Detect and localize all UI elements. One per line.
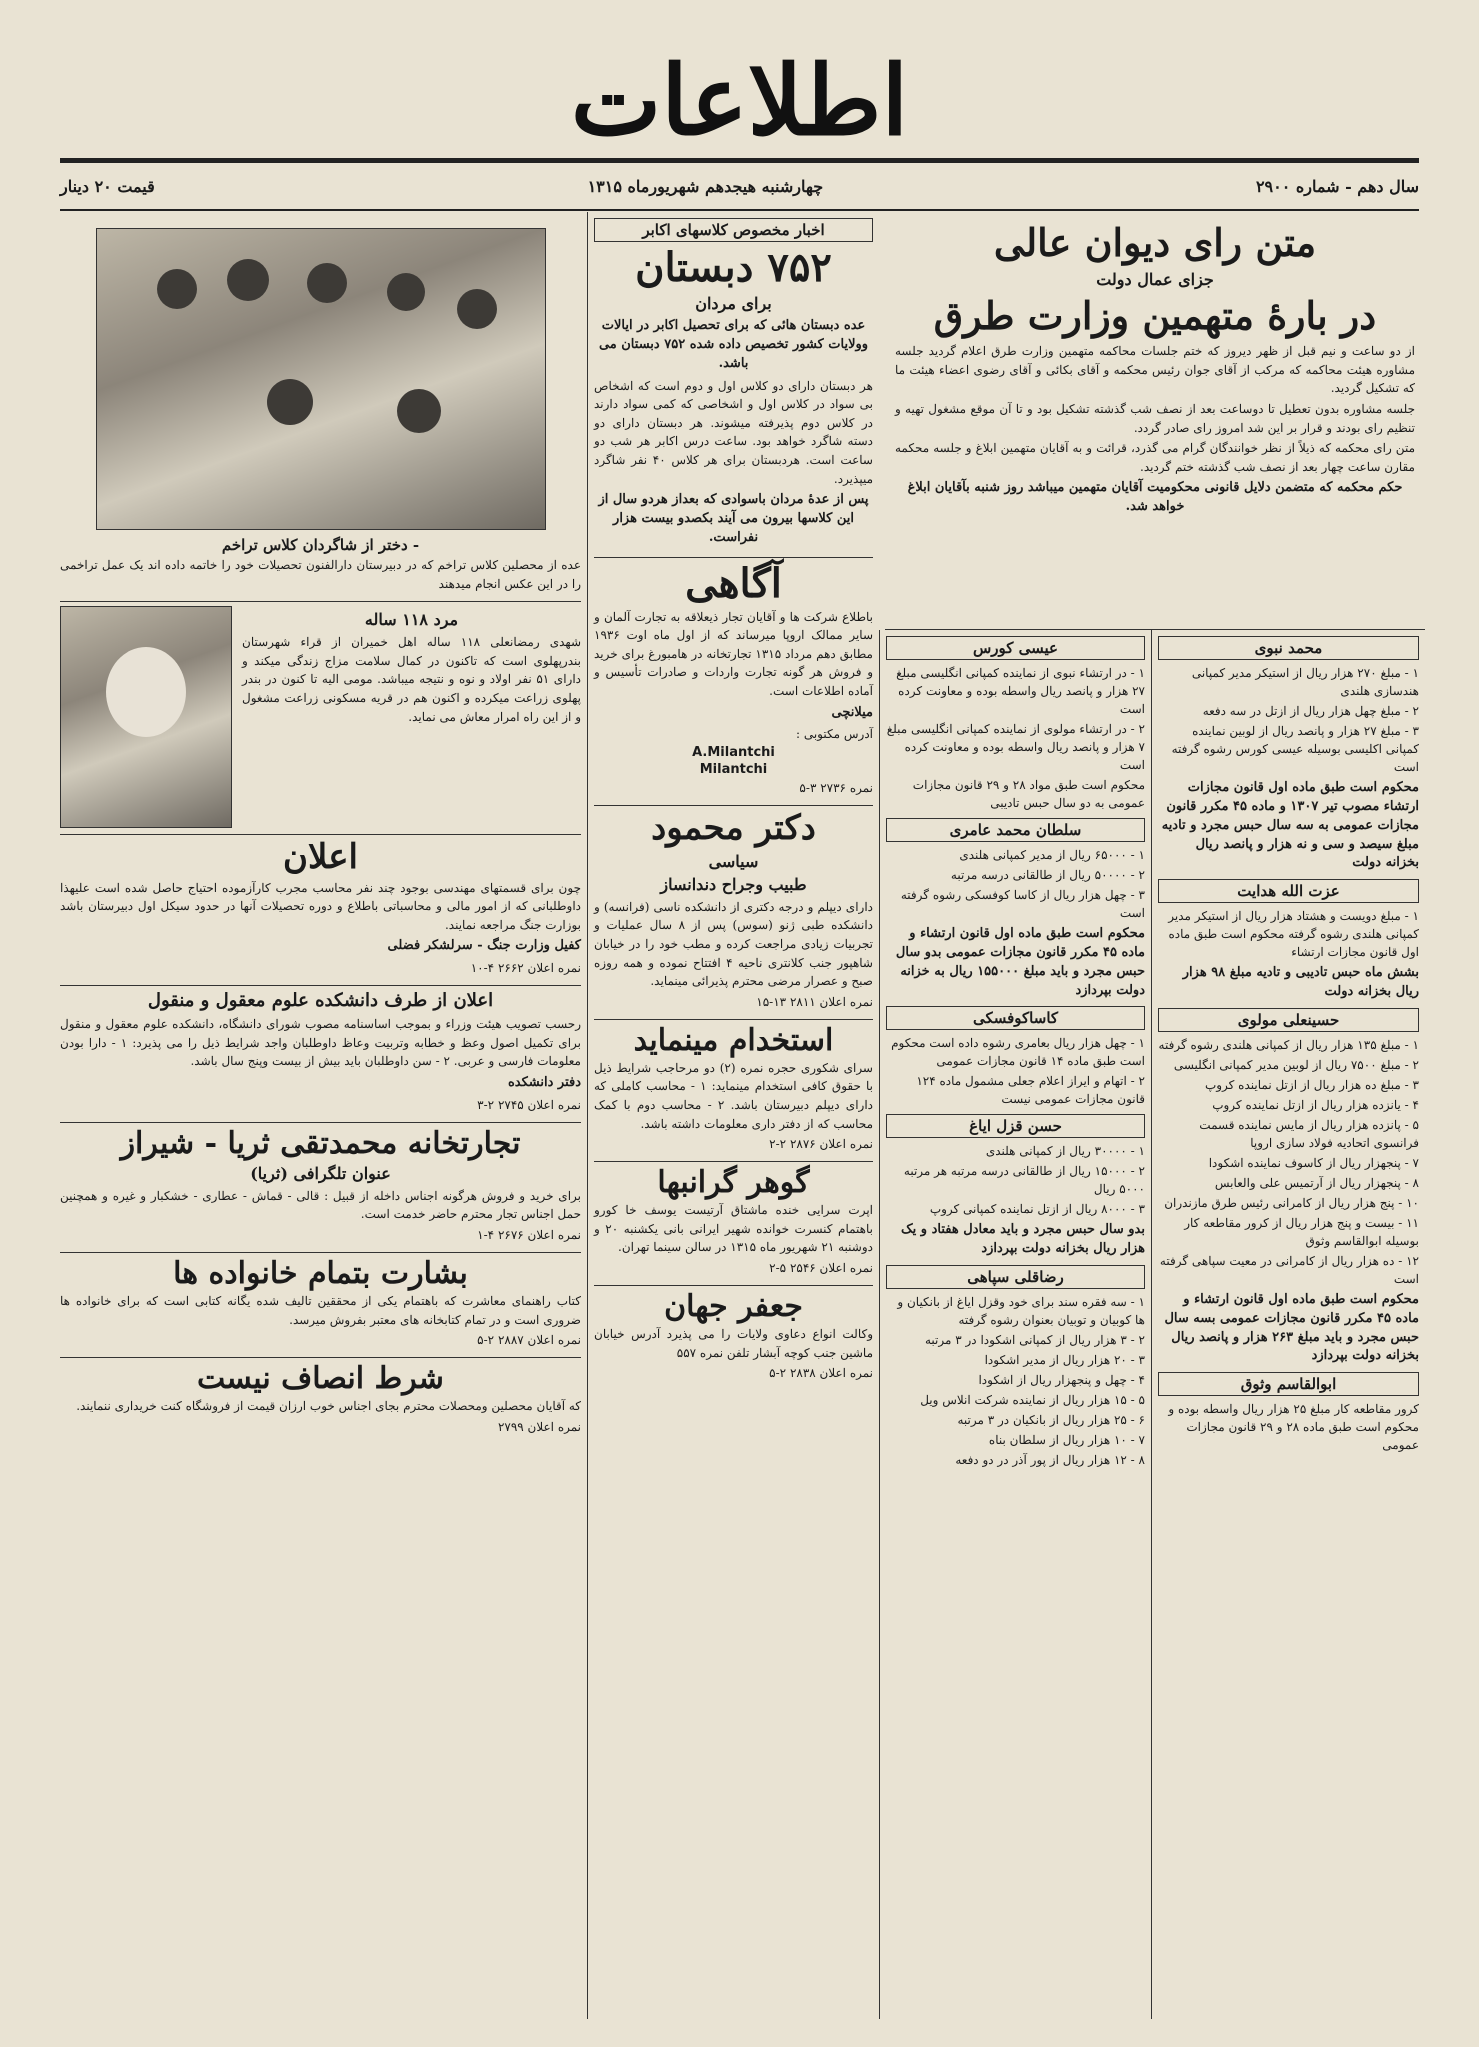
list-item: ۱۲ - ده هزار ریال از کامرانی در معیت سپاهی گرفته است xyxy=(1159,1253,1419,1286)
list-item: ۸ - ۱۲ هزار ریال از پور آذر در دو دفعه xyxy=(955,1453,1145,1468)
old-man-body: شهدی رمضانعلی ۱۱۸ ساله اهل خمیران از قراء شهرستان بندرپهلوی است که تاکنون در کمال سلامت مزاج زندگی میکند و دارای ۵۱ نفر اولاد و نوه و نتیجه میباشد. مومی الیه تا کنون در بندر پهلوی زراعت میکرده و اکنون هم در قریه مسکونی زراعت مشغول و از این راه امرار معاش می نماید. xyxy=(242,635,582,724)
ad-reference: نمره اعلان ۲۸۱۱ ۱۳-۱۵ xyxy=(756,994,873,1009)
schools-body: هر دبستان دارای دو کلاس اول و دوم است که اشخاص بی سواد در کلاس اول و اشخاصی که کمی سواد دارند در کلاس دوم پذیرفته میشوند. هر دبستان دارای دو دسته شاگرد خواهد بود. ساعت درس اکابر هر شب دو ساعت است. هردبستان برای هر کلاس ۴۰ نفر شاگرد میپذیرد. xyxy=(594,378,873,486)
column-4 xyxy=(54,212,587,2019)
elan-title: اعلان xyxy=(283,837,358,878)
photo-story xyxy=(60,228,581,602)
section-title: عیسی کورس xyxy=(886,636,1145,660)
families-ad xyxy=(60,1257,581,1358)
list-item: ۵ - پانزده هزار ریال از مایس نماینده قسمت فرانسوی اتحادیه فولاد سازی اروپا xyxy=(1199,1117,1419,1150)
list-item: ۱ - ۳۰۰۰۰ ریال از کمپانی هلندی xyxy=(985,1144,1145,1159)
ad-reference: نمره اعلان ۲۷۹۹ xyxy=(497,1419,581,1434)
families-title: بشارت بتمام خانواده ها xyxy=(173,1256,468,1292)
gems-title: گوهر گرانبها xyxy=(657,1165,810,1201)
lead-subtitle: جزای عمال دولت xyxy=(1096,269,1214,289)
lead-headline: در بارهٔ متهمین وزارت طرق xyxy=(933,292,1377,338)
dentist-ad xyxy=(594,810,873,1019)
list-item: ۷ - پنجهزار ریال از کاسوف نماینده اشکودا xyxy=(1208,1155,1419,1170)
faculty-body: رحسب تصویب هیئت وزراء و بموجب اساسنامه مصوب شورای دانشگاه، دانشکده علوم معقول و منقول برای تکمیل اصول وعظ و خطابه وتربیت وعاظ داوطلبان واجد شرایط ذیل را می پذیرد: ۱ - دارا بودن معلومات فارسی و عربی. ۲ - سن داوطلبان باید بیش از بیست وپنج سال باشد. xyxy=(60,1017,581,1069)
portrait-face xyxy=(106,647,186,737)
dentist-body: دارای دیپلم و درجه دکتری از دانشکده ناسی (فرانسه) و دانشکده طبی ژنو (سوس) پس از ۸ سال عملیات و تجربیات زیادی مراجعت کرده و مطب خود را در خیابان شاهپور جنب کلانتری ناحیه ۴ افتتاح نموده و همه روزه صبح و عصرار مرضی محترم پذیرائی مینماید. xyxy=(594,899,873,989)
gems-ad xyxy=(594,1166,873,1286)
lead-title: متن رای دیوان عالی xyxy=(993,220,1317,265)
fair-title: شرط انصاف نیست xyxy=(197,1361,444,1397)
shiraz-body: برای خرید و فروش هرگونه اجناس داخله از قبیل : قالی - قماش - عطاری - خشکبار و غیره و همچنین حمل اجناس تجار محترم حاضر خدمت است. xyxy=(60,1188,581,1222)
jafar-body: وکالت انواع دعاوی ولایات را می پذیرد آدرس خیابان ماشین جنب کوچه آبشار تلفن نمره ۵۵۷ xyxy=(594,1326,873,1360)
notice-signature: میلانچی xyxy=(831,704,873,720)
list-item: ۲ - مبلغ چهل هزار ریال از ازتل در سه دفعه xyxy=(1202,704,1419,718)
photo-figure xyxy=(307,263,347,303)
notice-address-1: A.Milantchi xyxy=(692,745,775,761)
list-item: ۸ - پنجهزار ریال از آرتمیس علی والعابس xyxy=(1214,1175,1419,1190)
faculty-notice xyxy=(60,990,581,1123)
article-grid xyxy=(54,212,1425,2019)
ad-reference: نمره اعلان ۲۸۸۷ ۲-۵ xyxy=(477,1333,581,1348)
army-notice xyxy=(60,839,581,986)
ad-reference: نمره اعلان ۲۶۶۲ ۴-۱۰ xyxy=(470,961,581,976)
kicker: اخبار مخصوص کلاسهای اکابر xyxy=(594,218,873,242)
gems-body: اپرت سرایی خنده ماشتاق آرتیست یوسف خا کورو باهتمام کنسرت خوانده شهیر ایرانی بانی یکشنبه ۲۰ و دوشنبه ۲۱ شهریور ماه ۱۳۱۵ در سالن سینما تهران. xyxy=(594,1203,873,1255)
section-title: حسینعلی مولوی xyxy=(1158,1008,1419,1032)
hiring-title: استخدام مینماید xyxy=(633,1022,834,1058)
fair-body: که آقایان محصلین ومحصلات محترم بجای اجناس خوب ارزان قیمت از فروشگاه کنت خریداری ننمایند. xyxy=(76,1399,581,1414)
section-title: عزت الله هدایت xyxy=(1158,879,1419,903)
schools-title: ۷۵۲ دبستان xyxy=(635,244,832,291)
list-item: ۳ - مبلغ ۲۷ هزار و پانصد ریال از لوبین نماینده کمپانی اکلیسی بوسیله عیسی کورس رشوه گرفته است xyxy=(1171,724,1419,774)
list-item: ۱۰ - پنج هزار ریال از کامرانی رئیس طرق مازندران xyxy=(1164,1195,1419,1210)
notice-address-2: Milantchi xyxy=(699,762,768,778)
dentist-title: دکتر محمود xyxy=(651,808,816,849)
sentence: محکوم است طبق ماده اول قانون ارتشاء و ماده ۴۵ مکرر قانون مجازات عمومی بسه سال حبس مجرد و باید مبلغ ۲۶۳ هزار و پانصد ریال بخزانه دولت بپردازد xyxy=(1164,1291,1419,1364)
photo-figure xyxy=(457,289,497,329)
list-item: ۵ - ۱۵ هزار ریال از نماینده شرکت انلاس ویل xyxy=(920,1393,1145,1408)
faculty-title: اعلان از طرف دانشکده علوم معقول و منقول xyxy=(147,990,494,1012)
column-2 xyxy=(879,630,1151,2019)
old-man-story xyxy=(60,606,581,835)
list-item: ۳ - ۲۰ هزار ریال از مدیر اشکودا xyxy=(984,1353,1145,1368)
hiring-ad xyxy=(594,1024,873,1162)
hiring-body: سرای شکوری حجره نمره (۲) دو مرحاجب شرایط ذیل با حقوق کافی استخدام مینماید: ۱ - محاسب کاملی که دارای دیپلم دبیرستان باشد. ۲ - محاسب دوم با کمک محاسب که از دفتر داری معلومات داشته باشد. xyxy=(594,1060,874,1131)
list-item: ۱۱ - بیست و پنج هزار ریال از کرور مقاطعه کار بوسیله ابوالقاسم وثوق xyxy=(1184,1215,1419,1248)
sentence: بشش ماه حبس تادیبی و تادیه مبلغ ۹۸ هزار ریال بخزانه دولت xyxy=(1182,965,1419,1000)
shiraz-telegraph: عنوان تلگرافی (ثریا) xyxy=(250,1163,391,1183)
photo-figure xyxy=(267,379,313,425)
section-title: سلطان محمد عامری xyxy=(886,818,1145,842)
list-item: ۳ - چهل هزار ریال از کاسا کوفسکی رشوه گرفته است xyxy=(900,888,1145,920)
schools-highlight: پس از عدهٔ مردان باسوادی که بعداز هردو سال از این کلاسها بیرون می آیند بکصدو بیست هزار نفراست. xyxy=(598,492,869,545)
dentist-sub-1: سیاسی xyxy=(708,851,759,871)
list-item: ۱ - در ارتشاء نبوی از نماینده کمپانی انگلیسی مبلغ ۲۷ هزار و پانصد ریال واسطه بوده و معاونت کرده است xyxy=(896,666,1145,716)
schools-article xyxy=(594,246,873,558)
fair-ad xyxy=(60,1362,581,1436)
section-title: ابوالقاسم وثوق xyxy=(1158,1372,1419,1396)
photo-figure xyxy=(397,389,441,433)
schools-deck: عده دبستان هائی که برای تحصیل اکابر در ایالات وولایات کشور تخصیص داده شده ۷۵۲ دبستان می باشد. xyxy=(598,318,869,371)
list-item: ۷ - ۱۰ هزار ریال از سلطان بناه xyxy=(988,1433,1145,1448)
ad-reference: نمره اعلان ۲۵۴۶ ۵-۲ xyxy=(769,1260,873,1275)
list-item: ۲ - ۱۵۰۰۰ ریال از طالقانی درسه مرتبه هر مرتبه ۵۰۰۰ ریال xyxy=(903,1164,1145,1197)
list-item: کرور مقاطعه کار مبلغ ۲۵ هزار ریال واسطه بوده و محکوم است طبق ماده ۲۸ و ۲۹ قانون مجازات عمومی xyxy=(1168,1402,1419,1453)
list-item: ۳ - مبلغ ده هزار ریال از ازتل نماینده کروپ xyxy=(1204,1077,1419,1092)
lead-paragraph: جلسه مشاوره بدون تعطیل تا دوساعت بعد از نصف شب گذشته تشکیل بود و تا آن موقع مشغول تهیه و تنظیم رای بودند و قرار بر این شد امروز رای صادر گردد. xyxy=(895,401,1415,435)
elan-signature: کفیل وزارت جنگ - سرلشکر فضلی xyxy=(387,938,581,954)
old-man-text xyxy=(242,606,581,828)
list-item: ۲ - ۵۰۰۰۰ ریال از طالقانی درسه مرتبه xyxy=(950,868,1145,882)
list-item: ۴ - یانزده هزار ریال از ازتل نماینده کروپ xyxy=(1212,1097,1419,1112)
ad-reference: نمره ۲۷۳۶ ۳-۵ xyxy=(799,781,873,796)
lead-paragraph: متن رای محکمه که ذیلاً از نظر خوانندگان گرام می گذرد، قرائت و به آقایان متهمین ابلاغ و جلسه محکمه مقارن ساعت چهار بعد از نصف شب گذشته ختم گردید. xyxy=(895,441,1415,474)
list-item: محکوم است طبق مواد ۲۸ و ۲۹ قانون مجازات عمومی به دو سال حبس تادیبی xyxy=(912,778,1145,810)
section-title: حسن قزل ایاغ xyxy=(886,1114,1145,1138)
notice-title: آگاهی xyxy=(685,559,782,607)
list-item: ۴ - چهل و پنجهزار ریال از اشکودا xyxy=(978,1373,1145,1388)
shiraz-title: تجارتخانه محمدتقی ثریا - شیراز xyxy=(120,1125,521,1161)
issue-date: چهارشنبه هیجدهم شهریورماه ۱۳۱۵ xyxy=(587,176,824,196)
list-item: ۳ - ۸۰۰۰ ریال از ازتل نماینده کمپانی کروپ xyxy=(929,1202,1145,1217)
list-item: ۲ - ۳ هزار ریال از کمپانی اشکودا در ۳ مرتبه xyxy=(924,1333,1145,1348)
section-title: رضاقلی سپاهی xyxy=(886,1265,1145,1289)
volume-number: سال دهم - شماره ۲۹۰۰ xyxy=(1255,176,1419,196)
ad-reference: نمره اعلان ۲۸۷۶ ۲-۲ xyxy=(769,1137,873,1152)
schools-sub: برای مردان xyxy=(695,294,772,313)
list-item: ۲ - اتهام و ایراز اعلام جعلی مشمول ماده ۱۲۴ قانون مجازات عمومی نیست xyxy=(916,1074,1145,1107)
list-item: ۲ - در ارتشاء مولوی از نماینده کمپانی انگلیسی مبلغ ۷ هزار و پانصد ریال واسطه بوده و معاونت کرده است xyxy=(886,722,1145,772)
notice-ad xyxy=(594,559,873,807)
elan-body: چون برای قسمتهای مهندسی بوجود چند نفر محاسب مجرب کارآزموده احتیاج حاصل شده است علیهذا داوطلبانی که از امور مالی و محاسباتی باطلاع و دوره تحصیلات آنها در حدود سیکل اول دبیرستان باشد بوزارت جنگ مراجعه نمایند. xyxy=(60,880,581,932)
class-photo xyxy=(96,228,546,530)
families-body: کتاب راهنمای معاشرت که باهتمام یکی از محققین تالیف شده یگانه کتابی است که برای خانواده ها ضروری است و در تمام کتابخانه های معتبر بفروش میرسد. xyxy=(60,1294,581,1327)
list-item: ۱ - چهل هزار ریال بعامری رشوه داده است محکوم است طبق ماده ۱۴ قانون مجازات عمومی xyxy=(891,1036,1145,1069)
dentist-sub-2: طبیب وجراح دندانساز xyxy=(660,874,807,894)
notice-body: باطلاع شرکت ها و آقایان تجار ذیعلاقه به تجارت آلمان و سایر ممالک اروپا میرساند که از اول ماه اوت ۱۹۳۶ مطابق دهم مرداد ۱۳۱۵ تجارتخانه در هامبورغ برای خرید و فروش هر گونه تجارت واردات و صادرات تأسیس و آماده اطلاعات است. xyxy=(594,609,873,698)
ad-reference: نمره اعلان ۲۸۳۸ ۲-۵ xyxy=(769,1366,873,1381)
shiraz-ad xyxy=(60,1127,581,1253)
sentence: بدو سال حبس مجرد و باید معادل هفتاد و یک هزار ریال بخزانه دولت بپردازد xyxy=(901,1222,1145,1257)
photo-figure xyxy=(157,269,197,309)
list-item: ۲ - مبلغ ۷۵۰۰ ریال از لوبین مدیر کمپانی انگلیسی xyxy=(1173,1057,1419,1072)
lead-article xyxy=(885,212,1425,630)
column-1 xyxy=(1151,630,1425,2019)
masthead-title: اطلاعات xyxy=(570,43,909,157)
list-item: ۱ - ۶۵۰۰۰ ریال از مدیر کمپانی هلندی xyxy=(959,848,1145,862)
jafar-ad xyxy=(594,1290,873,1382)
masthead xyxy=(50,40,1429,160)
sentence: محکوم است طبق ماده اول قانون ارتشاء و ماده ۴۵ مکرر قانون مجازات عمومی بدو سال حبس مجرد و باید مبلغ ۱۵۵۰۰۰ ریال به خزانه دولت بپردازد xyxy=(895,926,1145,998)
ad-reference: نمره اعلان ۲۷۴۵ ۲-۳ xyxy=(477,1097,581,1112)
ad-reference: نمره اعلان ۲۶۷۶ ۴-۱ xyxy=(477,1228,581,1243)
lead-verdict: حکم محکمه که متضمن دلایل قانونی محکومیت آقایان متهمین میباشد روز شنبه بآقایان ابلاغ خواهد شد. xyxy=(907,480,1403,515)
list-item: ۱ - مبلغ ۲۷۰ هزار ریال از استیکر مدیر کمپانی هندسازی هلندی xyxy=(1191,666,1419,698)
dateline-bar xyxy=(60,158,1419,211)
list-item: ۱ - مبلغ ۱۳۵ هزار ریال از کمپانی هلندی رشوه گرفته xyxy=(1158,1037,1419,1052)
section-title: کاساکوفسکی xyxy=(886,1006,1145,1030)
lead-paragraph: از دو ساعت و نیم قبل از ظهر دیروز که ختم جلسات محاکمه متهمین وزارت طرق اعلام گردید جلسه مشاوره هیئت محاکمه که مرکب از آقای جوان رئیس محکمه و آقای بکائی و آقای رضوی اعضاء هیئت ما که تشکیل گردید. xyxy=(895,344,1415,396)
faculty-signature: دفتر دانشکده xyxy=(507,1074,581,1090)
list-item: ۱ - سه فقره سند برای خود وقزل ایاغ از بانکیان و ها کوبیان و توبیان بعنوان رشوه گرفته xyxy=(897,1295,1145,1328)
section-title: محمد نبوی xyxy=(1158,636,1419,660)
jafar-title: جعفر جهان xyxy=(664,1288,803,1324)
column-3 xyxy=(587,212,879,2019)
list-item: ۱ - مبلغ دویست و هشتاد هزار ریال از استیکر مدیر کمپانی هلندی رشوه گرفته محکوم است طبق ماده اول قانون مجازات ارتشاء xyxy=(1168,909,1419,960)
photo-figure xyxy=(387,273,425,311)
old-man-portrait xyxy=(60,606,232,828)
list-item: ۶ - ۲۵ هزار ریال از بانکیان در ۳ مرتبه xyxy=(957,1413,1145,1428)
notice-address-label: آدرس مکتوبی : xyxy=(795,727,873,742)
photo-text: عده از محصلین کلاس تراخم که در دبیرستان دارالفنون تحصیلات خود را خاتمه داده اند یک عمل تراخمی را در این عکس انجام میدهند xyxy=(60,558,581,591)
photo-caption: - دختر از شاگردان کلاس تراخم xyxy=(221,536,420,554)
sentence: محکوم است طبق ماده اول قانون مجازات ارتشاء مصوب تیر ۱۳۰۷ و ماده ۴۵ مکرر قانون مجازات عمومی به سه سال حبس مجرد و تادیه مبلغ سیصد و سی و نه هزار و پانصد ریال بخزانه دولت xyxy=(1161,780,1419,871)
old-man-title: مرد ۱۱۸ ساله xyxy=(364,610,459,630)
issue-price: قیمت ۲۰ دینار xyxy=(60,176,155,196)
photo-figure xyxy=(227,259,269,301)
